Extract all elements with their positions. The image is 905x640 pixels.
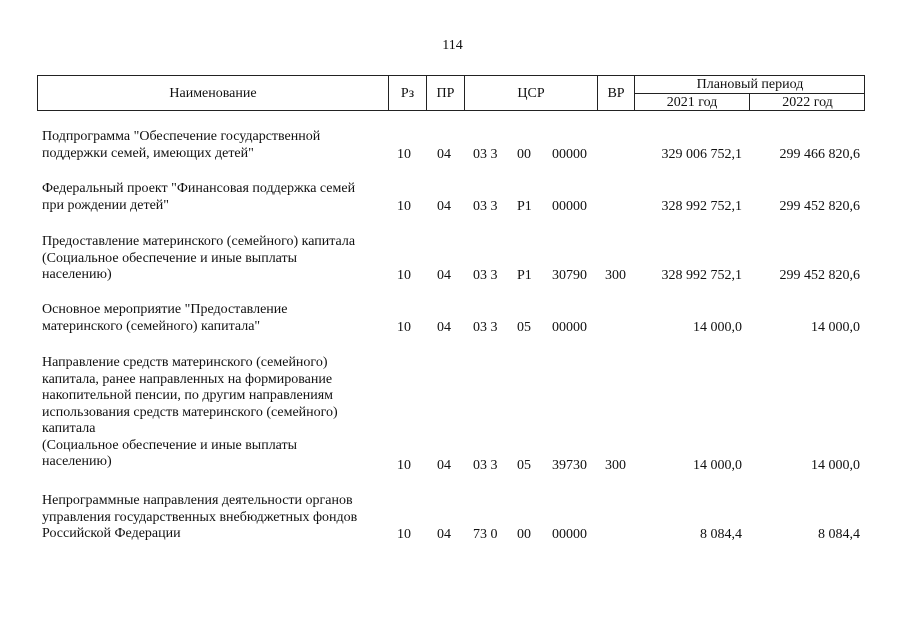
header-rz: Рз: [389, 76, 427, 111]
row-vr: 300: [605, 268, 626, 283]
row-pr: 04: [437, 320, 451, 335]
row-rz: 10: [397, 527, 411, 542]
row-csr-direction: 00000: [552, 147, 587, 162]
row-csr-subcode: 05: [517, 458, 531, 473]
row-vr: 300: [605, 458, 626, 473]
row-amount-2022: 299 452 820,6: [779, 268, 860, 283]
row-pr: 04: [437, 147, 451, 162]
table-header: [37, 75, 865, 111]
row-amount-2022: 299 452 820,6: [779, 199, 860, 214]
row-csr-program: 73 0: [473, 527, 498, 542]
row-pr: 04: [437, 268, 451, 283]
row-amount-2022: 14 000,0: [811, 320, 860, 335]
row-csr-subcode: 05: [517, 320, 531, 335]
row-csr-subcode: 00: [517, 527, 531, 542]
row-name: Основное мероприятие "Предоставление материнского (семейного) капитала": [42, 302, 288, 334]
row-rz: 10: [397, 320, 411, 335]
row-csr-program: 03 3: [473, 458, 498, 473]
row-csr-program: 03 3: [473, 320, 498, 335]
header-vr: ВР: [598, 76, 635, 111]
row-csr-subcode: 00: [517, 147, 531, 162]
row-pr: 04: [437, 458, 451, 473]
row-name: Федеральный проект "Финансовая поддержка семей при рождении детей": [42, 181, 356, 213]
row-amount-2022: 8 084,4: [818, 527, 860, 542]
row-amount-2021: 14 000,0: [693, 320, 742, 335]
row-pr: 04: [437, 199, 451, 214]
row-name: Направление средств материнского (семейного) капитала, ранее направленных на формирование накопительной пенсии, по другим направлениям использования средств материнского (семейного) капитала (Социальное обеспечение и иные выплаты населению): [42, 355, 338, 469]
row-csr-program: 03 3: [473, 147, 498, 162]
row-csr-direction: 00000: [552, 320, 587, 335]
row-rz: 10: [397, 458, 411, 473]
page-number: 114: [442, 38, 463, 53]
row-csr-subcode: P1: [517, 268, 532, 283]
row-name: Непрограммные направления деятельности органов управления государственных внебюджетных фондов Российской Федерации: [42, 493, 358, 541]
row-amount-2021: 329 006 752,1: [661, 147, 742, 162]
header-planned-period: [635, 76, 865, 111]
row-rz: 10: [397, 268, 411, 283]
row-csr-subcode: P1: [517, 199, 532, 214]
row-csr-program: 03 3: [473, 268, 498, 283]
row-pr: 04: [437, 527, 451, 542]
row-csr-program: 03 3: [473, 199, 498, 214]
header-year-2021: 2021 год: [635, 94, 750, 111]
row-csr-direction: 30790: [552, 268, 587, 283]
row-amount-2021: 328 992 752,1: [661, 268, 742, 283]
row-amount-2021: 8 084,4: [700, 527, 742, 542]
header-year-2022: 2022 год: [782, 94, 833, 110]
row-name: Подпрограмма "Обеспечение государственной поддержки семей, имеющих детей": [42, 129, 321, 161]
header-name: Наименование: [38, 76, 389, 111]
row-csr-direction: 39730: [552, 458, 587, 473]
planned-period-title: Плановый период: [635, 76, 865, 94]
row-rz: 10: [397, 199, 411, 214]
header-csr: ЦСР: [465, 76, 598, 111]
row-name: Предоставление материнского (семейного) капитала (Социальное обеспечение и иные выплаты населению): [42, 234, 356, 282]
row-csr-direction: 00000: [552, 199, 587, 214]
header-pr: ПР: [427, 76, 465, 111]
row-rz: 10: [397, 147, 411, 162]
row-amount-2021: 14 000,0: [693, 458, 742, 473]
row-csr-direction: 00000: [552, 527, 587, 542]
row-amount-2021: 328 992 752,1: [661, 199, 742, 214]
row-amount-2022: 14 000,0: [811, 458, 860, 473]
row-amount-2022: 299 466 820,6: [779, 147, 860, 162]
